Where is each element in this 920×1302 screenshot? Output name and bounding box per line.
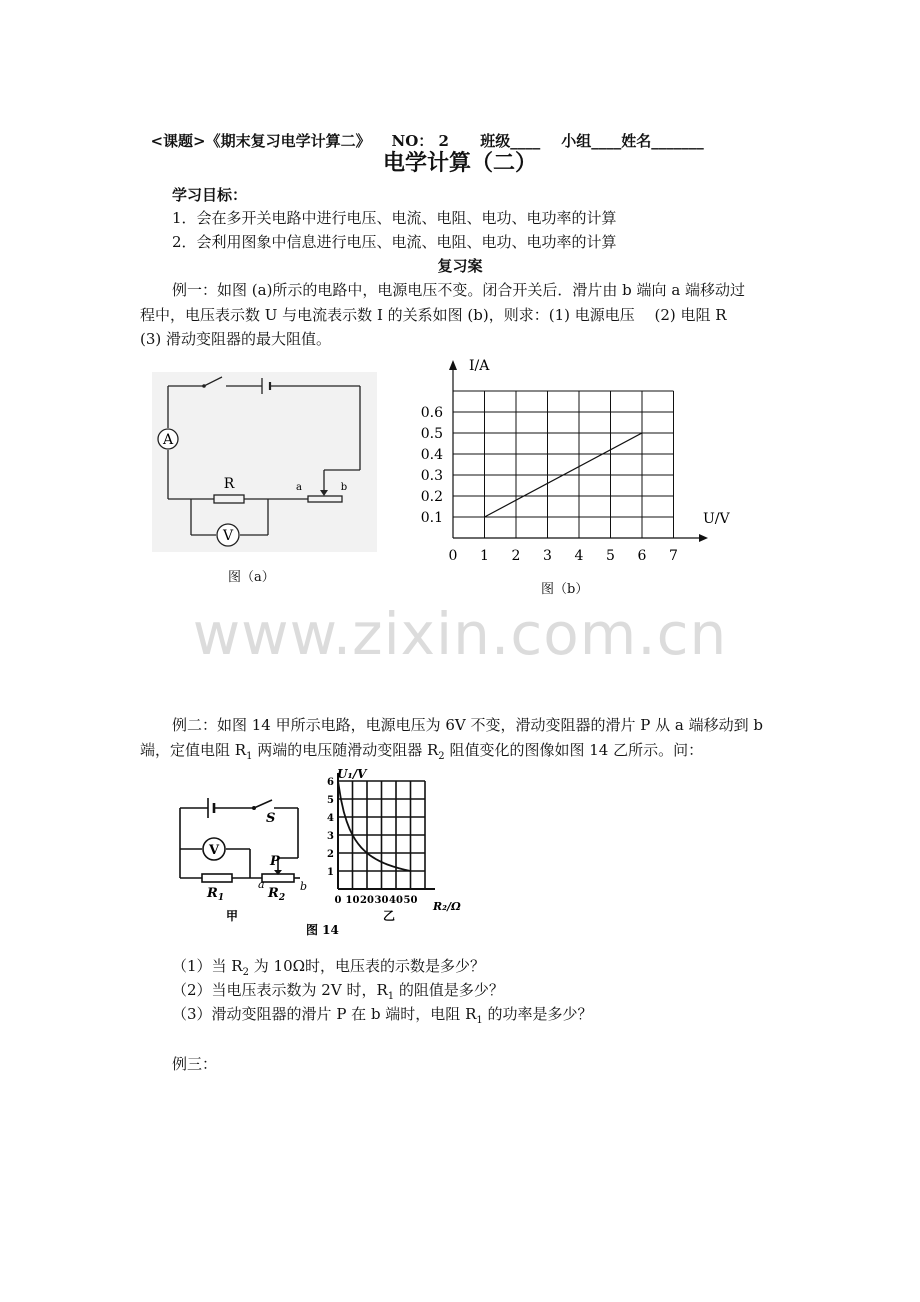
x-axis-arrow bbox=[699, 534, 708, 542]
y-tick-label: 0.1 bbox=[420, 510, 443, 526]
figure-14 bbox=[170, 764, 465, 944]
circuit-diagram-14 bbox=[180, 798, 300, 882]
x-tick-label: 5 bbox=[606, 548, 615, 564]
voltmeter-label: V bbox=[222, 528, 234, 544]
u1-graph bbox=[327, 773, 435, 906]
x-tick-label: 0 bbox=[448, 548, 458, 564]
chart-ticks bbox=[421, 405, 678, 564]
y-axis-arrow bbox=[449, 360, 457, 370]
example1-line-2: 程中，电压表示数 U 与电流表示数 I 的关系如图 (b)，则求：(1) 电源电压 (2) 电阻 R bbox=[140, 306, 727, 324]
goal-item-1: 1．会在多开关电路中进行电压、电流、电阻、电功、电功率的计算 bbox=[172, 209, 617, 227]
x-tick-label: 3 bbox=[543, 548, 552, 564]
question-2: （2）当电压表示数为 2V 时，$R_1$ 的阻值是多少？ bbox=[172, 981, 504, 1002]
switch-s-lever bbox=[254, 800, 272, 808]
ammeter-label: A bbox=[162, 432, 174, 448]
topic-tag: <课题> bbox=[150, 132, 206, 150]
y-tick-label: 0.4 bbox=[420, 447, 443, 463]
y-tick-label: 0.2 bbox=[420, 489, 443, 505]
figure-14-caption: 图 14 bbox=[306, 923, 339, 937]
figure-b-caption: 图（b） bbox=[541, 582, 589, 597]
u1-tick-label: 5 bbox=[327, 795, 334, 806]
section-title: 复习案 bbox=[437, 257, 483, 275]
watermark: www.zixin.com.cn bbox=[192, 600, 728, 668]
u1-tick-label: 3 bbox=[327, 831, 334, 842]
y-tick-label: 0.5 bbox=[420, 426, 443, 442]
group-field: 小组____ bbox=[561, 132, 622, 150]
end-b-label: b bbox=[340, 482, 348, 493]
name-field: 姓名_______ bbox=[621, 132, 704, 150]
u1-tick-label: 2 bbox=[327, 849, 334, 860]
question-3: （3）滑动变阻器的滑片 P 在 b 端时，电阻 $R_1$ 的功率是多少？ bbox=[172, 1005, 593, 1026]
figure-jia-mark: 甲 bbox=[226, 909, 239, 923]
x-tick-label: 4 bbox=[574, 548, 584, 564]
y-tick-label: 0.3 bbox=[420, 468, 443, 484]
circuit-diagram-a bbox=[152, 372, 377, 552]
slider-label: P bbox=[270, 854, 280, 869]
resistor-label: R bbox=[223, 476, 235, 492]
x-tick-label: 1 bbox=[480, 548, 489, 564]
goal-item-2: 2．会利用图象中信息进行电压、电流、电阻、电功、电功率的计算 bbox=[172, 233, 617, 251]
page-title: 电学计算（二） bbox=[382, 151, 537, 176]
voltmeter-label-14: V bbox=[208, 843, 220, 858]
iu-graph bbox=[415, 352, 730, 567]
end-a-label: a bbox=[296, 482, 302, 493]
end-b-label-14: b bbox=[300, 880, 308, 893]
x-tick-label: 2 bbox=[511, 548, 521, 564]
r2-tick-label: 0 bbox=[334, 895, 342, 906]
figure-a-background bbox=[152, 372, 377, 552]
r2-label: $R_2$ bbox=[268, 886, 286, 903]
class-field: 班级____ bbox=[480, 132, 541, 150]
example3-label: 例三： bbox=[172, 1055, 218, 1073]
example2-line-2: 端，定值电阻 $R_1$ 两端的电压随滑动变阻器 $R_2$ 阻值变化的图像如图 14 乙所示。问： bbox=[140, 741, 704, 762]
u1-tick-label: 1 bbox=[327, 867, 334, 878]
r2-tick-label: 40 bbox=[389, 895, 403, 906]
u1-tick-label: 6 bbox=[327, 777, 334, 788]
y-axis-label: I/A bbox=[469, 358, 490, 374]
r2-tick-label: 10 bbox=[345, 895, 360, 906]
u1-axis-label: U₁/V bbox=[337, 767, 367, 781]
x-tick-label: 6 bbox=[637, 548, 647, 564]
figure-yi-mark: 乙 bbox=[383, 909, 396, 923]
example1-line-1: 例一：如图 (a)所示的电路中，电源电压不变。闭合开关后．滑片由 b 端向 a 端移动过 bbox=[172, 281, 746, 299]
course-title: 《期末复习电学计算二》 bbox=[205, 132, 371, 150]
figure-a-caption: 图（a） bbox=[228, 570, 275, 585]
switch-label: S bbox=[266, 811, 276, 826]
example1-line-3: (3) 滑动变阻器的最大阻值。 bbox=[140, 330, 332, 348]
u1-tick-label: 4 bbox=[327, 813, 334, 824]
goals-heading: 学习目标： bbox=[172, 186, 248, 204]
x-axis-label: U/V bbox=[703, 511, 730, 527]
r1-label: $R_1$ bbox=[207, 886, 225, 903]
question-1: （1）当 $R_2$ 为 10Ω时，电压表的示数是多少？ bbox=[172, 957, 486, 978]
u1-curve bbox=[338, 781, 411, 871]
r2-tick-label: 50 bbox=[403, 895, 418, 906]
x-tick-label: 7 bbox=[669, 548, 678, 564]
no-value: 2 bbox=[438, 132, 449, 150]
example2-line-1: 例二：如图 14 甲所示电路，电源电压为 6V 不变，滑动变阻器的滑片 P 从 a 端移动到 b bbox=[172, 716, 764, 734]
r2-tick-label: 30 bbox=[374, 895, 389, 906]
r2-axis-label: R₂/Ω bbox=[433, 900, 461, 913]
y-tick-label: 0.6 bbox=[420, 405, 443, 421]
r2-tick-label: 20 bbox=[360, 895, 374, 906]
no-label: NO： bbox=[391, 132, 434, 150]
end-a-label-14: a bbox=[258, 878, 265, 891]
